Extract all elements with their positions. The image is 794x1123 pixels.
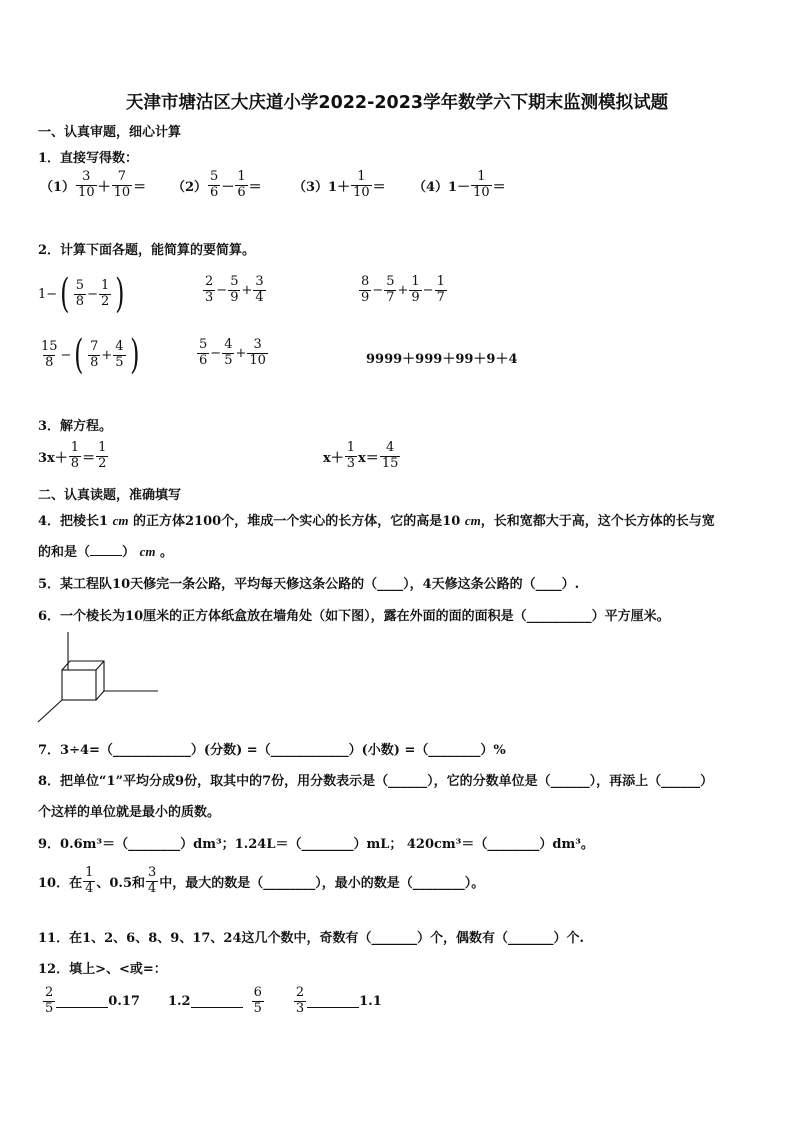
question-7: 7．3÷4=（____________）(分数) =（____________）(小数) =（________）% bbox=[38, 743, 506, 758]
fraction: $\frac{2}{3}$ bbox=[205, 274, 214, 305]
fraction: $\frac{3}{10}$ bbox=[78, 169, 95, 200]
wall-edge-diagonal bbox=[38, 700, 62, 722]
fraction: $\frac{3}{4}$ bbox=[148, 865, 157, 896]
fraction: $\frac{1}{10}$ bbox=[473, 169, 490, 200]
section-heading-1: 一、认真审题，细心计算 bbox=[38, 125, 182, 140]
fraction: $\frac{1}{7}$ bbox=[436, 274, 445, 305]
q3-equation-2: x＋ $\frac{1}{3}$ x＝ $\frac{4}{15}$ bbox=[323, 440, 399, 471]
question-2-label: 2．计算下面各题，能简算的要简算。 bbox=[38, 243, 256, 258]
question-3-label: 3．解方程。 bbox=[38, 419, 113, 434]
question-11: 11．在1、2、6、8、9、17、24这几个数中，奇数有（_______）个，偶数有（_______）个. bbox=[38, 931, 585, 946]
fraction: $\frac{1}{2}$ bbox=[100, 277, 110, 309]
question-5: 5．某工程队10天修完一条公路，平均每天修这条公路的（____），4天修这条公路的（____）. bbox=[38, 577, 580, 592]
fraction: $\frac{6}{5}$ bbox=[253, 985, 262, 1016]
fraction: $\frac{1}{2}$ bbox=[98, 440, 107, 471]
fraction: $\frac{4}{5}$ bbox=[115, 338, 124, 370]
fraction: $\frac{5}{9}$ bbox=[230, 274, 239, 305]
q2-expr-5: $\frac{5}{6}$ − $\frac{4}{5}$ + $\frac{3}{10}$ bbox=[199, 337, 266, 368]
fraction: $\frac{3}{10}$ bbox=[249, 337, 266, 368]
fraction: $\frac{4}{15}$ bbox=[381, 440, 399, 471]
q12-comparisons: $\frac{2}{5}$ 0.17 1.2 $\frac{6}{5}$ $\frac{2}{3}$ 1.1 bbox=[45, 985, 382, 1016]
question-9: 9．0.6m³＝（________）dm³；1.24L＝（________）mL； 420cm³＝（________）dm³。 bbox=[38, 837, 594, 852]
q1-item-3: （3）1＋ $\frac{1}{10}$ ＝ bbox=[293, 169, 386, 200]
q2-expr-6: 9999＋999＋99＋9＋4 bbox=[366, 352, 518, 367]
q2-expr-1: 1− ( $\frac{5}{8}$ − $\frac{1}{2}$ ) bbox=[38, 271, 125, 317]
question-4-line-2: 的和是（ ） cm 。 bbox=[38, 544, 173, 560]
cube-corner-figure bbox=[36, 630, 162, 724]
fraction: $\frac{4}{5}$ bbox=[224, 337, 233, 368]
fraction: $\frac{1}{6}$ bbox=[237, 169, 246, 200]
q2-expr-3: $\frac{8}{9}$ − $\frac{5}{7}$ + $\frac{1}{9}$ − $\frac{1}{7}$ bbox=[361, 274, 445, 305]
q3-equation-1: 3x＋ $\frac{1}{8}$ ＝ $\frac{1}{2}$ bbox=[38, 440, 107, 471]
fraction: $\frac{15}{8}$ bbox=[41, 338, 58, 370]
fraction: $\frac{2}{5}$ bbox=[45, 985, 54, 1016]
fraction: $\frac{5}{7}$ bbox=[386, 274, 395, 305]
fraction: $\frac{1}{10}$ bbox=[353, 169, 370, 200]
question-10: 10．在 $\frac{1}{4}$ 、0.5和 $\frac{3}{4}$ 中，最大的数是（________），最小的数是（________）。 bbox=[38, 865, 485, 896]
q1-item-4: （4）1－ $\frac{1}{10}$ ＝ bbox=[413, 169, 506, 200]
section-heading-2: 二、认真读题，准确填写 bbox=[38, 488, 182, 503]
question-6: 6．一个棱长为10厘米的正方体纸盒放在墙角处（如下图），露在外面的面的面积是（__________）平方厘米。 bbox=[38, 609, 670, 624]
fraction: $\frac{1}{8}$ bbox=[70, 440, 80, 471]
page-title: 天津市塘沽区大庆道小学2022-2023学年数学六下期末监测模拟试题 bbox=[125, 93, 669, 113]
fraction: $\frac{8}{9}$ bbox=[361, 274, 370, 305]
fraction: $\frac{5}{8}$ bbox=[75, 277, 85, 309]
fraction: $\frac{5}{6}$ bbox=[199, 337, 208, 368]
compare-blank-2[interactable] bbox=[191, 995, 243, 1008]
cube-front-face bbox=[62, 670, 96, 700]
fraction: $\frac{3}{4}$ bbox=[255, 274, 264, 305]
fraction: $\frac{1}{9}$ bbox=[411, 274, 420, 305]
q1-item-1: （1） $\frac{3}{10}$ ＋ $\frac{7}{10}$ ＝ bbox=[40, 169, 147, 200]
q1-item-2: （2） $\frac{5}{6}$ － $\frac{1}{6}$ ＝ bbox=[172, 169, 262, 200]
question-1-label: 1．直接写得数： bbox=[38, 151, 139, 166]
question-8-line-1: 8．把单位“1”平均分成9份，取其中的7份，用分数表示是（______），它的分数单位是（______），再添上（______） bbox=[38, 774, 714, 789]
fraction: $\frac{5}{6}$ bbox=[210, 169, 219, 200]
answer-blank[interactable] bbox=[90, 543, 122, 556]
question-4-line-1: 4．把棱长1 cm 的正方体2100个，堆成一个实心的长方体，它的高是10 cm，长和宽都大于高，这个长方体的长与宽 bbox=[38, 513, 715, 529]
q2-expr-4: $\frac{15}{8}$ − ( $\frac{7}{8}$ + $\frac{4}{5}$ ) bbox=[41, 332, 140, 378]
fraction: $\frac{1}{4}$ bbox=[85, 865, 94, 896]
question-8-line-2: 个这样的单位就是最小的质数。 bbox=[38, 805, 221, 820]
fraction: $\frac{2}{3}$ bbox=[295, 985, 305, 1016]
fraction: $\frac{7}{10}$ bbox=[113, 169, 131, 200]
compare-blank-1[interactable] bbox=[56, 995, 108, 1008]
fraction: $\frac{7}{8}$ bbox=[90, 338, 99, 370]
q2-expr-2: $\frac{2}{3}$ − $\frac{5}{9}$ + $\frac{3}{4}$ bbox=[205, 274, 264, 305]
question-12-label: 12．填上>、<或=： bbox=[38, 962, 167, 977]
fraction: $\frac{1}{3}$ bbox=[346, 440, 356, 471]
compare-blank-3[interactable] bbox=[307, 995, 359, 1008]
